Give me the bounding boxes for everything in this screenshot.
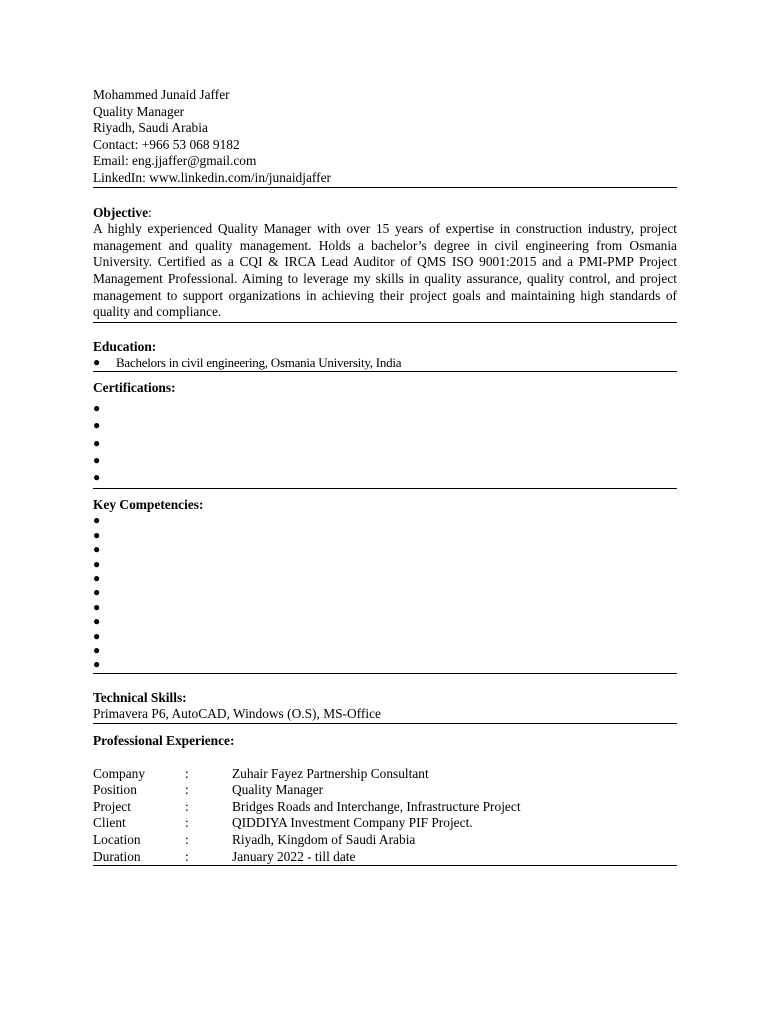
- bullet-icon: ●: [93, 585, 101, 600]
- objective-text: A highly experienced Quality Manager with over 15 years of expertise in construction industry, project management and quality management. Holds a bachelor’s degree in civil engineering from Osmania University. Certified as a CQI & IRCA Lead Auditor of QMS ISO 9001:2015 and a PMI-PMP Project Management Professional. Aiming to leverage my skills in quality assurance, quality control, and project management to support organizations in achieving their project goals and maintaining high standards of quality and compliance.: [93, 221, 677, 323]
- bullet-icon: ●: [93, 453, 101, 468]
- spacer: [93, 372, 677, 380]
- certifications-item: [93, 435, 677, 452]
- experience-details: [93, 766, 677, 867]
- spacer: [93, 750, 677, 766]
- objective-heading: [93, 205, 677, 222]
- experience-separator: :: [185, 798, 189, 814]
- certifications-item: [93, 417, 677, 434]
- education-section: [93, 339, 677, 373]
- experience-label: Location: [93, 831, 141, 847]
- spacer: [93, 724, 677, 733]
- bullet-icon: ●: [93, 614, 101, 629]
- experience-value: QIDDIYA Investment Company PIF Project.: [232, 815, 473, 831]
- competencies-item: [93, 600, 677, 614]
- certifications-heading: Certifications:: [93, 380, 176, 396]
- bullet-icon: ●: [93, 400, 101, 415]
- contact-header: [93, 87, 677, 188]
- competencies-item: [93, 557, 677, 571]
- bullet-icon: ●: [93, 556, 101, 571]
- competencies-list: [93, 513, 677, 673]
- objective-section: [93, 205, 677, 323]
- bullet-icon: ●: [93, 470, 101, 485]
- spacer: [93, 188, 677, 205]
- candidate-location: Riyadh, Saudi Arabia: [93, 120, 208, 136]
- competencies-item: [93, 629, 677, 643]
- experience-label: Project: [93, 798, 131, 814]
- bullet-icon: ●: [93, 527, 101, 542]
- certifications-item: [93, 452, 677, 469]
- bullet-icon: ●: [93, 513, 101, 528]
- experience-label: Position: [93, 782, 137, 798]
- certifications-item: [93, 469, 677, 486]
- candidate-name: Mohammed Junaid Jaffer: [93, 87, 230, 102]
- competencies-heading: Key Competencies:: [93, 496, 204, 512]
- spacer: [93, 674, 677, 690]
- technical-skills-text: Primavera P6, AutoCAD, Windows (O.S), MS-Office: [93, 706, 677, 724]
- competencies-item: [93, 585, 677, 599]
- spacer: [93, 489, 677, 497]
- experience-row: [93, 766, 677, 783]
- competencies-item: [93, 614, 677, 628]
- candidate-linkedin: LinkedIn: www.linkedin.com/in/junaidjaffer: [93, 170, 677, 188]
- experience-separator: :: [185, 848, 189, 864]
- certifications-item: [93, 400, 677, 417]
- competencies-item: [93, 542, 677, 556]
- experience-separator: :: [185, 831, 189, 847]
- experience-row: [93, 782, 677, 799]
- bullet-icon: ●: [93, 435, 101, 450]
- education-heading: Education:: [93, 338, 157, 354]
- experience-value: Quality Manager: [232, 782, 324, 798]
- competencies-item: [93, 657, 677, 671]
- experience-heading: Professional Experience:: [93, 732, 235, 748]
- bullet-icon: ●: [93, 571, 101, 586]
- experience-label: Company: [93, 765, 146, 781]
- experience-value: Zuhair Fayez Partnership Consultant: [232, 765, 429, 781]
- bullet-icon: ●: [93, 418, 101, 433]
- experience-row: [93, 799, 677, 816]
- experience-value: Riyadh, Kingdom of Saudi Arabia: [232, 831, 416, 847]
- competencies-item: [93, 513, 677, 527]
- experience-separator: :: [185, 782, 189, 798]
- experience-value: Bridges Roads and Interchange, Infrastructure Project: [232, 798, 521, 814]
- candidate-email: Email: eng.jjaffer@gmail.com: [93, 153, 257, 169]
- spacer: [93, 323, 677, 339]
- competencies-item: [93, 643, 677, 657]
- education-item-text: Bachelors in civil engineering, Osmania University, India: [116, 355, 402, 371]
- bullet-icon: ●: [93, 642, 101, 657]
- resume-content: [93, 87, 677, 866]
- objective-heading-colon: :: [148, 204, 152, 220]
- experience-row: [93, 832, 677, 849]
- objective-heading-text: Objective: [93, 204, 149, 220]
- experience-label: Client: [93, 815, 126, 831]
- competencies-item: [93, 528, 677, 542]
- experience-value: January 2022 - till date: [232, 848, 356, 864]
- experience-row: [93, 849, 677, 866]
- experience-row: [93, 815, 677, 832]
- candidate-phone: Contact: +966 53 068 9182: [93, 136, 240, 152]
- certifications-list: [93, 397, 677, 489]
- bullet-icon: ●: [93, 657, 101, 672]
- bullet-icon: ●: [93, 355, 101, 370]
- experience-section: [93, 733, 677, 866]
- certifications-section: [93, 380, 677, 489]
- education-item: [93, 355, 677, 372]
- bullet-icon: ●: [93, 542, 101, 557]
- experience-separator: :: [185, 815, 189, 831]
- candidate-title: Quality Manager: [93, 103, 185, 119]
- competencies-section: [93, 497, 677, 674]
- technical-skills-section: [93, 690, 677, 724]
- technical-skills-heading: Technical Skills:: [93, 689, 187, 705]
- experience-separator: :: [185, 765, 189, 781]
- bullet-icon: ●: [93, 599, 101, 614]
- competencies-item: [93, 571, 677, 585]
- bullet-icon: ●: [93, 628, 101, 643]
- experience-label: Duration: [93, 848, 141, 864]
